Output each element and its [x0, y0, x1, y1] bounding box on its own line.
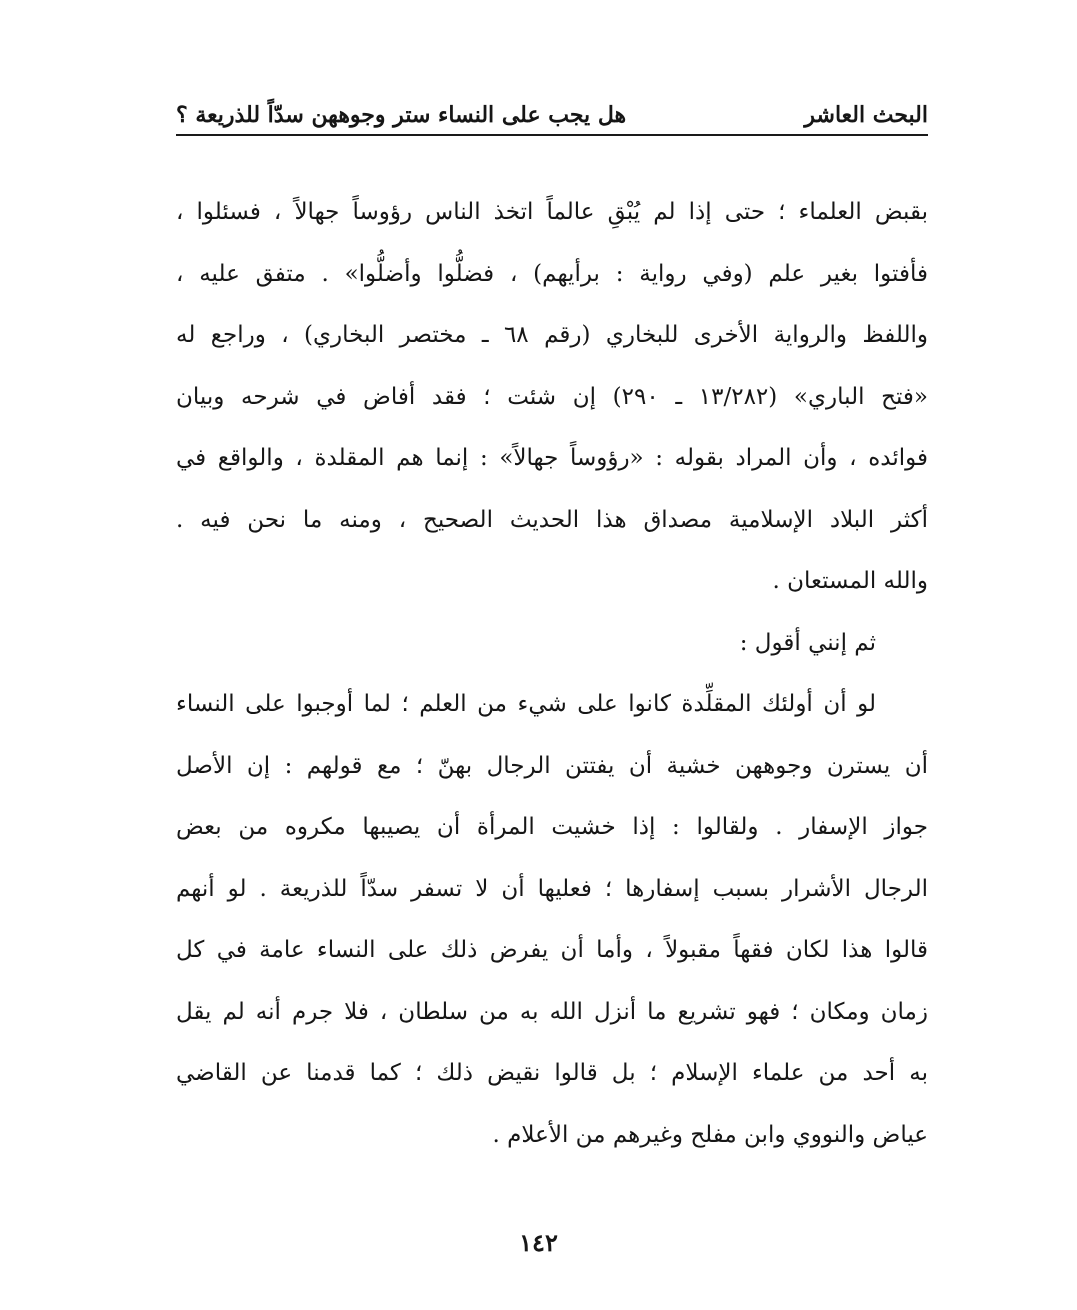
text-line: أن يسترن وجوههن خشية أن يفتتن الرجال بهنّ ؛ مع قولهم : إن الأصل: [176, 752, 928, 779]
text-line: الرجال الأشرار بسبب إسفارها ؛ فعليها أن لا تسفر سدّاً للذريعة . لو أنهم: [176, 875, 928, 902]
text-line: عياض والنووي وابن مفلح وغيرهم من الأعلام .: [492, 1121, 928, 1148]
header-chapter-label: البحث العاشر: [804, 102, 928, 128]
header-chapter-title: هل يجب على النساء ستر وجوههن سدّاً للذريعة ؟: [176, 102, 627, 128]
text-line: به أحد من علماء الإسلام ؛ بل قالوا نقيض ذلك ؛ كما قدمنا عن القاضي: [176, 1060, 928, 1086]
text-line: بقبض العلماء ؛ حتى إذا لم يُبْقِ عالماً اتخذ الناس رؤوساً جهالاً ، فسئلوا ،: [176, 199, 928, 225]
text-line: قالوا هذا لكان فقهاً مقبولاً ، وأما أن يفرض ذلك على النساء عامة في كل: [176, 937, 928, 963]
body-text: [176, 182, 928, 1166]
text-line: فوائده ، وأن المراد بقوله : «رؤوساً جهالاً» : إنما هم المقلدة ، والواقع في: [176, 445, 928, 471]
text-line: أكثر البلاد الإسلامية مصداق هذا الحديث الصحيح ، ومنه ما نحن فيه .: [176, 506, 928, 533]
text-line: «فتح الباري» (١٣/٢٨٢ ـ ٢٩٠) إن شئت ؛ فقد أفاض في شرحه وبيان: [176, 383, 928, 410]
text-line: فأفتوا بغير علم (وفي رواية : برأيهم) ، فضلُّوا وأضلُّوا» . متفق عليه ،: [176, 260, 928, 287]
text-line: واللفظ والرواية الأخرى للبخاري (رقم ٦٨ ـ مختصر البخاري) ، وراجع له: [176, 322, 928, 348]
page-number: ١٤٢: [519, 1228, 558, 1257]
paragraph-hadith-commentary: [176, 182, 928, 613]
text-line: لو أن أولئك المقلِّدة كانوا على شيء من العلم ؛ لما أوجبوا على النساء: [176, 691, 876, 717]
paragraph-argument: [176, 674, 928, 1166]
running-header: [176, 98, 928, 134]
paragraph-intro: [176, 613, 928, 675]
text-line: ثم إنني أقول :: [739, 629, 876, 656]
header-divider: [176, 134, 928, 136]
text-line: زمان ومكان ؛ فهو تشريع ما أنزل الله به من سلطان ، فلا جرم أنه لم يقل: [176, 998, 928, 1025]
text-line: جواز الإسفار . ولقالوا : إذا خشيت المرأة أن يصيبها مكروه من بعض: [176, 814, 928, 840]
text-line: والله المستعان .: [772, 568, 928, 594]
